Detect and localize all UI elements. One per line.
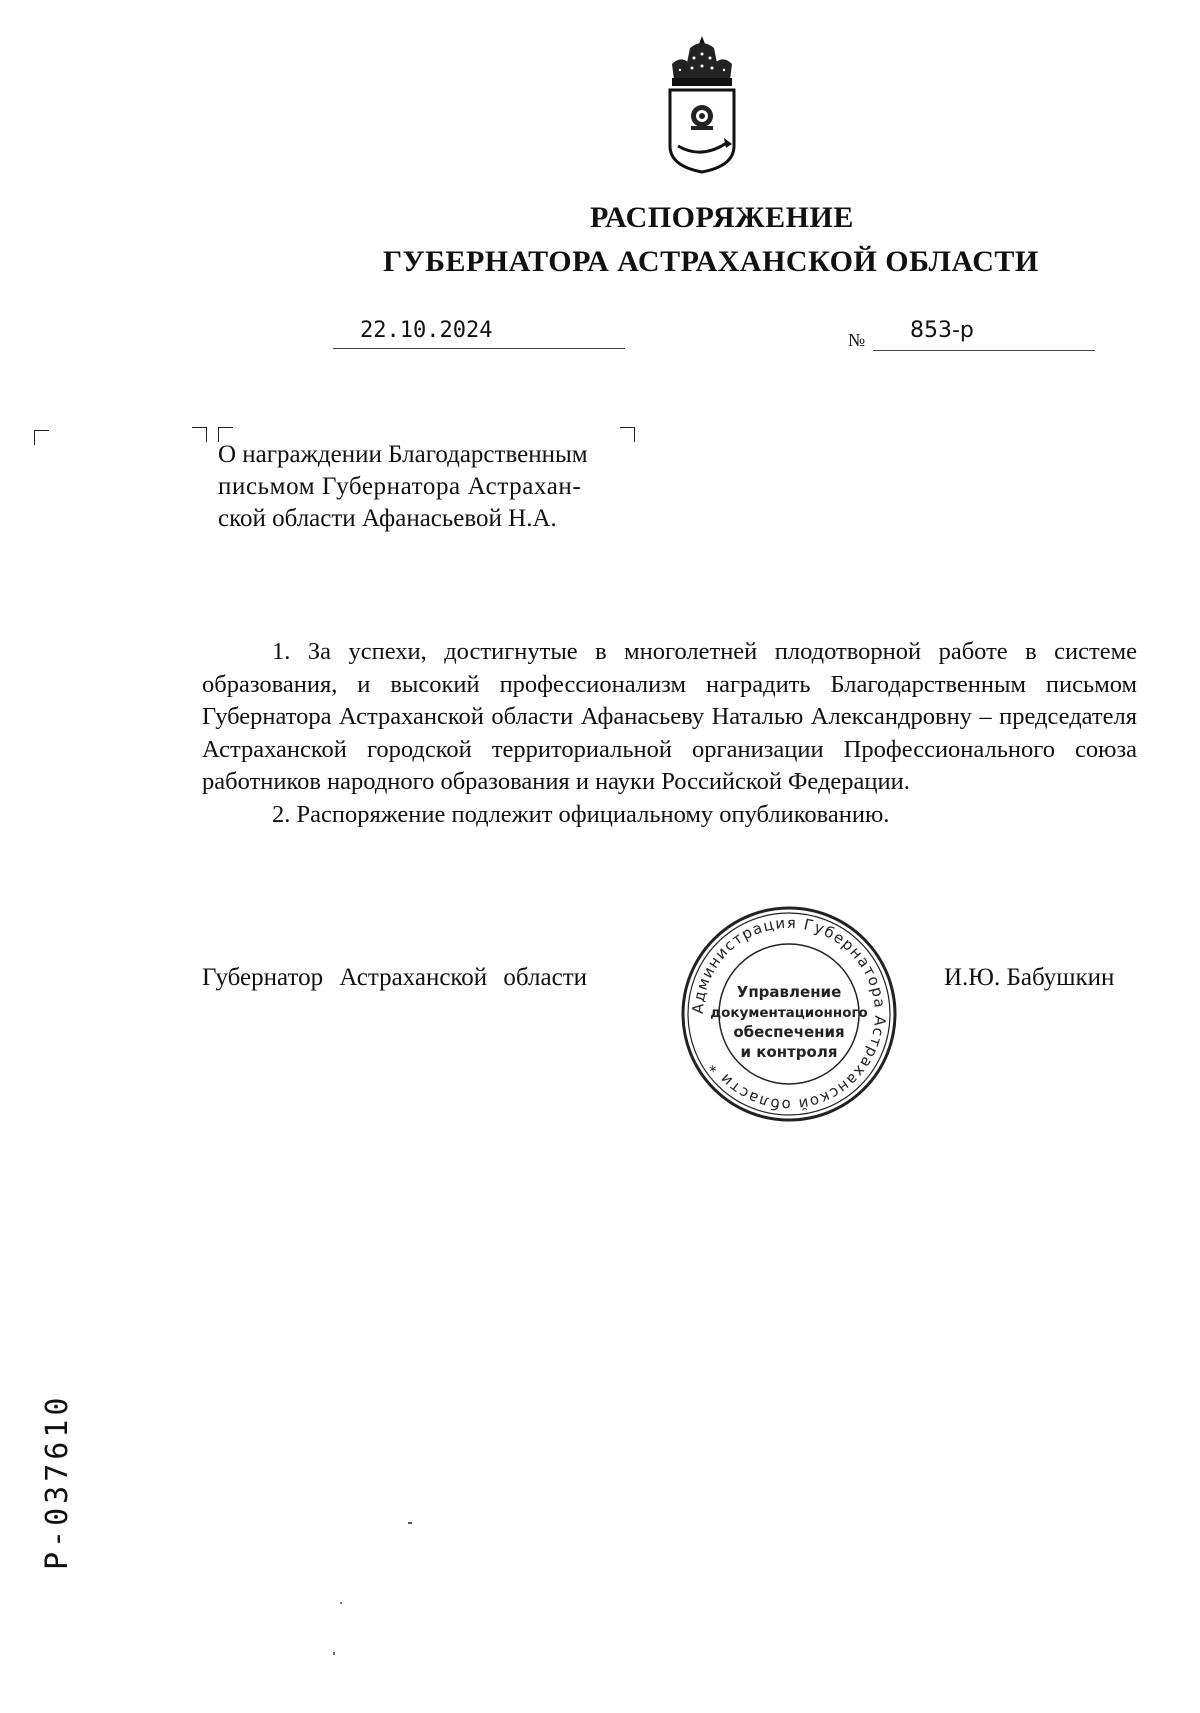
signatory-position: Губернатор Астраханской области (202, 964, 588, 991)
body-item-2: 2. Распоряжение подлежит официальному опубликованию. (272, 800, 890, 828)
scan-speck (408, 1522, 412, 1524)
scan-speck (340, 1602, 342, 1604)
signatory-name: И.Ю. Бабушкин (944, 964, 1115, 991)
stamp-center-line-3: обеспечения (733, 1023, 845, 1041)
left-margin-corner-mark (34, 430, 49, 445)
subject-corner-mark-left-a (192, 427, 207, 442)
date-underline (333, 348, 625, 349)
stamp-center-line-1: Управление (736, 983, 842, 1001)
subject-line-2: письмом Губернатора Астрахан- (218, 473, 582, 500)
title-line-2: ГУБЕРНАТОРА АСТРАХАНСКОЙ ОБЛАСТИ (383, 245, 1039, 278)
registration-number: Р-037610 (40, 1393, 75, 1570)
subject-line-3: ской области Афанасьевой Н.А. (218, 505, 557, 532)
document-body (202, 636, 1137, 831)
stamp-center-line-2: документационного (710, 1005, 868, 1021)
stamp-center-line-4: и контроля (740, 1043, 838, 1061)
subject-line-1: О награждении Благодарственным (218, 441, 588, 468)
coat-of-arms-emblem (662, 34, 742, 176)
body-item-1: 1. За успехи, достигнутые в многолетней плодотворной работе в системе образования, и высокий профессионализм наградить Благодарственным письмом Губернатора Астраханской области Афанасьеву Наталью Александровну – председателя Астраханской городской территориальной организации Профессионального союза работников народного образования и науки Российской Федерации. (202, 638, 1137, 795)
document-number: 853-р (910, 318, 974, 343)
number-underline (873, 350, 1095, 351)
stamp-ring-text: Администрация Губернатора Астраханской области * (688, 913, 890, 1115)
scan-speck (333, 1652, 335, 1655)
official-stamp (680, 905, 898, 1123)
number-sign: № (848, 330, 866, 350)
title-line-1: РАСПОРЯЖЕНИЕ (590, 201, 854, 234)
document-date: 22.10.2024 (360, 318, 493, 343)
document-subject (218, 439, 638, 535)
